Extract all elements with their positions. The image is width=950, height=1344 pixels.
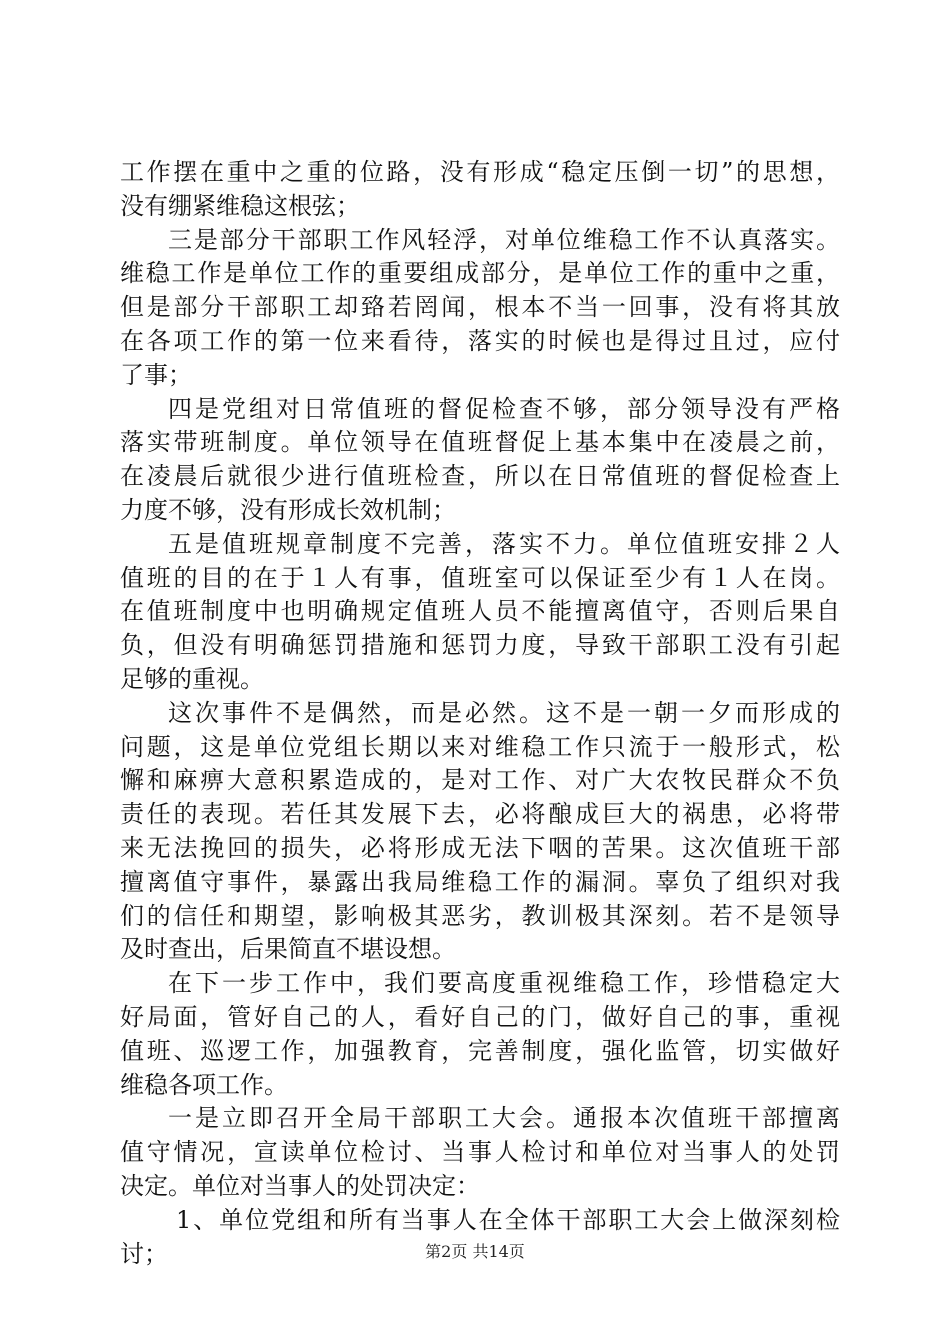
text-line: 在各项工作的第一位来看待，落实的时候也是得过且过，应付	[120, 326, 840, 355]
text-line: 在值班制度中也明确规定值班人员不能擅离值守，否则后果自	[120, 597, 840, 626]
text-line: 来无法挽回的损失，必将形成无法下咽的苦果。这次值班干部	[120, 833, 840, 862]
text-line: 值班的目的在于１人有事，值班室可以保证至少有１人在岗。	[120, 563, 840, 592]
text-line: 值守情况，宣读单位检讨、当事人检讨和单位对当事人的处罚	[120, 1138, 840, 1167]
document-body	[120, 156, 840, 1271]
text-line: 这次事件不是偶然，而是必然。这不是一朝一夕而形成的	[168, 698, 840, 727]
text-line: 及时查出，后果简直不堪设想。	[120, 935, 456, 964]
text-line: 好局面，管好自己的人，看好自己的门，做好自己的事，重视	[120, 1002, 840, 1031]
text-line: 擅离值守事件，暴露出我局维稳工作的漏洞。辜负了组织对我	[120, 867, 840, 896]
text-line: 力度不够，没有形成长效机制；	[120, 495, 456, 524]
text-line: 讨；	[120, 1239, 168, 1268]
text-line: 了事；	[120, 360, 192, 389]
text-line: 但是部分干部职工却臵若罔闻，根本不当一回事，没有将其放	[120, 293, 840, 322]
text-line: 五是值班规章制度不完善，落实不力。单位值班安排２人	[168, 529, 840, 558]
page-footer: 第2页 共14页	[425, 1242, 525, 1261]
text-line: 落实带班制度。单位领导在值班督促上基本集中在凌晨之前，	[120, 428, 840, 457]
text-line: 1、单位党组和所有当事人在全体干部职工大会上做深刻检	[176, 1205, 840, 1234]
text-line: 问题，这是单位党组长期以来对维稳工作只流于一般形式，松	[120, 732, 840, 761]
text-line: 决定。单位对当事人的处罚决定：	[120, 1171, 480, 1200]
text-line: 在下一步工作中，我们要高度重视维稳工作，珍惜稳定大	[168, 969, 840, 998]
text-line: 懈和麻痹大意积累造成的，是对工作、对广大农牧民群众不负	[120, 766, 840, 795]
text-line: 维稳各项工作。	[120, 1070, 288, 1099]
text-line: 维稳工作是单位工作的重要组成部分，是单位工作的重中之重，	[120, 259, 840, 288]
text-line: 值班、巡逻工作，加强教育，完善制度，强化监管，切实做好	[120, 1036, 840, 1065]
text-line: 没有绷紧维稳这根弦；	[120, 191, 360, 220]
text-line: 工作摆在重中之重的位路，没有形成“稳定压倒一切”的思想，	[120, 158, 840, 186]
text-line: 责任的表现。若任其发展下去，必将酿成巨大的祸患，必将带	[120, 800, 840, 829]
text-line: 们的信任和期望，影响极其恶劣，教训极其深刻。若不是领导	[120, 901, 840, 930]
text-line: 一是立即召开全局干部职工大会。通报本次值班干部擅离	[168, 1104, 840, 1133]
text-line: 三是部分干部职工作风轻浮，对单位维稳工作不认真落实。	[168, 225, 840, 254]
text-line: 足够的重视。	[120, 664, 264, 693]
text-line: 在凌晨后就很少进行值班检查，所以在日常值班的督促检查上	[120, 462, 840, 491]
text-line: 负，但没有明确惩罚措施和惩罚力度，导致干部职工没有引起	[120, 631, 840, 660]
text-line: 四是党组对日常值班的督促检查不够，部分领导没有严格	[168, 394, 840, 423]
